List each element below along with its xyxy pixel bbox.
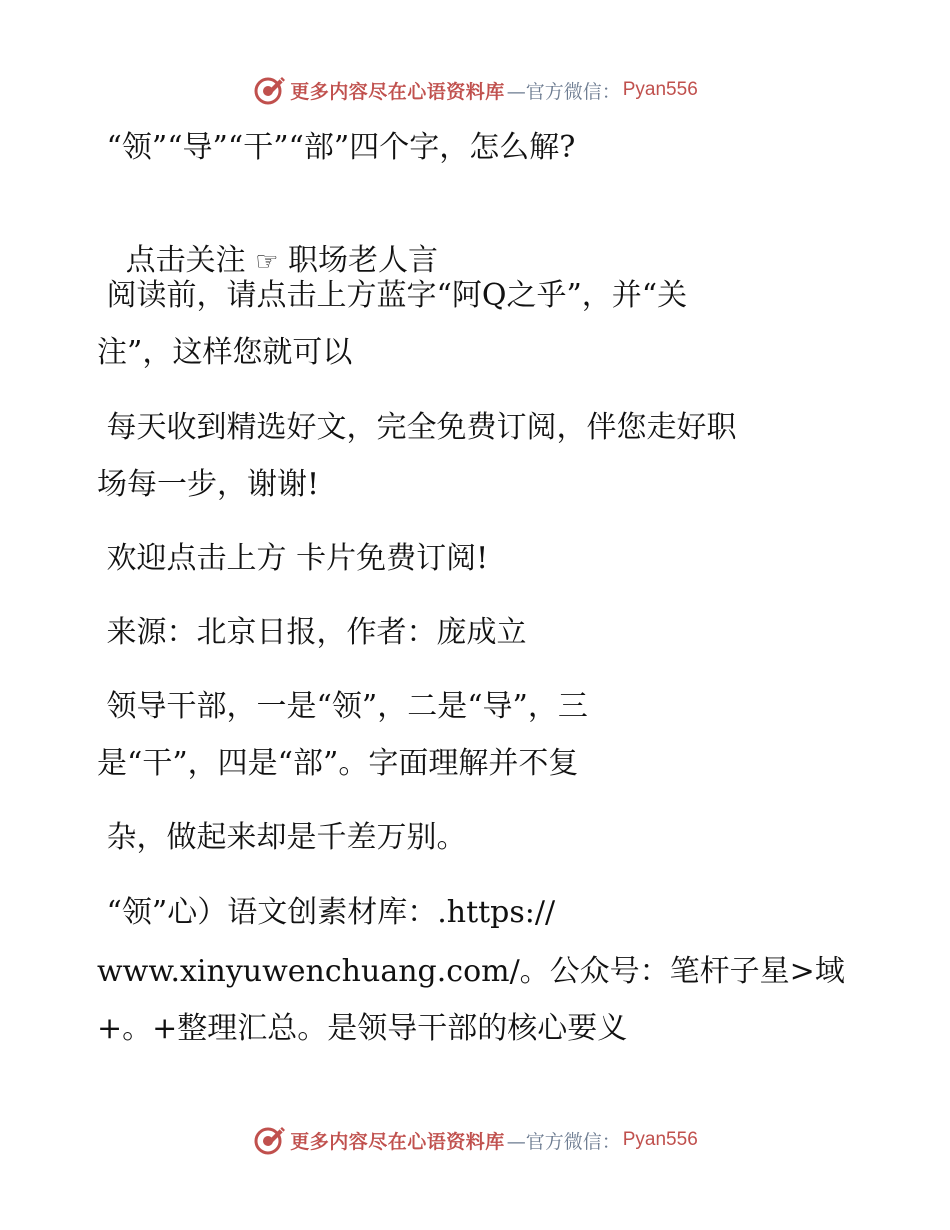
paragraph-line: 来源：北京日报，作者：庞成立 bbox=[97, 615, 527, 650]
banner-sub-text: —官方微信： bbox=[506, 1130, 621, 1153]
paragraph-line: 每天收到精选好文，完全免费订阅，伴您走好职 bbox=[97, 410, 737, 445]
paragraph-line: www.xinyuwenchuang.com/。公众号：笔杆子星>域 bbox=[97, 954, 845, 989]
pen-logo-icon bbox=[252, 1123, 286, 1157]
paragraph-line: “领”心）语文创素材库：.https:// bbox=[97, 895, 556, 930]
footer-watermark-banner bbox=[0, 1120, 950, 1160]
paragraph-line: 杂，做起来却是千差万别。 bbox=[97, 820, 467, 855]
article-title: “领”“导”“干”“部”四个字，怎么解? bbox=[97, 130, 576, 165]
paragraph-line: 注”，这样您就可以 bbox=[97, 335, 353, 370]
paragraph-line: 是“干”，四是“部”。字面理解并不复 bbox=[97, 746, 579, 781]
banner-wechat-id: Pyan556 bbox=[622, 79, 698, 100]
paragraph-line: 场每一步，谢谢! bbox=[97, 467, 320, 502]
banner-main-text: 更多内容尽在心语资料库 bbox=[290, 80, 505, 103]
follow-prefix: 点击关注 bbox=[116, 243, 256, 278]
follow-suffix: 职场老人言 bbox=[278, 243, 439, 278]
banner-sub-text: —官方微信： bbox=[506, 80, 621, 103]
paragraph-line: 领导干部，一是“领”，二是“导”，三 bbox=[97, 689, 588, 724]
paragraph-line: 阅读前，请点击上方蓝字“阿Q之乎”，并“关 bbox=[97, 278, 688, 313]
banner-wechat-id: Pyan556 bbox=[622, 1129, 698, 1150]
banner-main-text: 更多内容尽在心语资料库 bbox=[290, 1130, 505, 1153]
header-watermark-banner bbox=[0, 70, 950, 110]
paragraph-line: 欢迎点击上方 卡片免费订阅! bbox=[97, 541, 489, 576]
follow-line bbox=[97, 201, 897, 282]
pen-logo-icon bbox=[252, 73, 286, 107]
pointing-hand-icon: ☞ bbox=[255, 247, 279, 277]
paragraph-line: +。+整理汇总。是领导干部的核心要义 bbox=[97, 1011, 628, 1046]
